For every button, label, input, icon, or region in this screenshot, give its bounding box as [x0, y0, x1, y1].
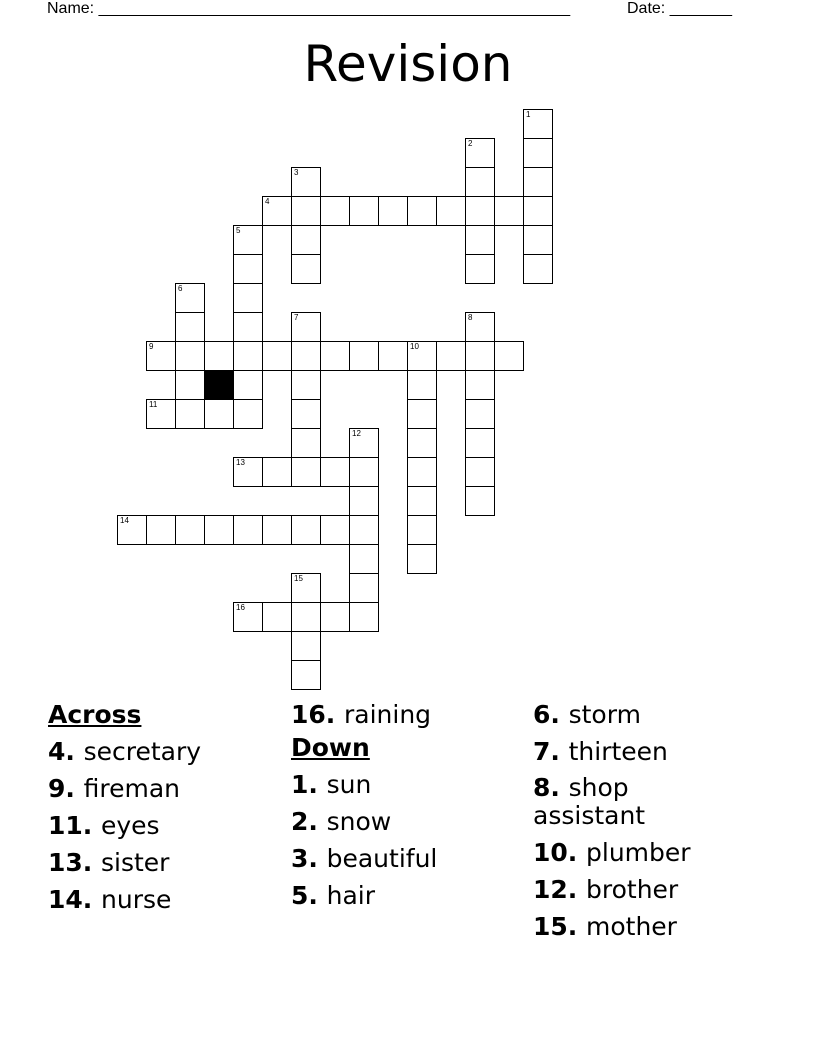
crossword-cell: [291, 660, 321, 690]
clue-item: 2. snow: [291, 807, 392, 836]
crossword-cell: [291, 167, 321, 197]
clue-number: 12: [352, 429, 361, 438]
clue-item: 1. sun: [291, 770, 372, 799]
crossword-cell: [175, 399, 205, 429]
name-field-line: Name: _____________________________________________________: [47, 0, 571, 17]
crossword-cell: [349, 486, 379, 516]
clue-item: 14. nurse: [48, 885, 172, 914]
crossword-cell: [291, 428, 321, 458]
page-title: Revision: [303, 35, 513, 93]
clue-column-3: [533, 700, 733, 949]
clue-item: 15. mother: [533, 912, 677, 941]
crossword-cell: [233, 283, 263, 313]
clue-item: 7. thirteen: [533, 737, 668, 766]
crossword-cell: [407, 457, 437, 487]
clue-item: 8. shop assistant: [533, 773, 646, 830]
crossword-cell: [494, 341, 524, 371]
crossword-cell: [146, 515, 176, 545]
crossword-cell: [262, 602, 292, 632]
crossword-cell: [262, 457, 292, 487]
crossword-cell: [291, 631, 321, 661]
clue-number-label: 13: [48, 848, 83, 877]
clue-item: 10. plumber: [533, 838, 691, 867]
crossword-cell: [465, 486, 495, 516]
crossword-cell: [320, 341, 350, 371]
crossword-cell: [291, 515, 321, 545]
date-field-line: Date: _______: [627, 0, 732, 17]
crossword-cell: [320, 457, 350, 487]
crossword-cell: [436, 196, 466, 226]
clue-number-label: 7: [533, 737, 551, 766]
crossword-cell: [291, 370, 321, 400]
crossword-cell: [204, 515, 234, 545]
clue-number: 3: [294, 168, 299, 177]
clue-number: 11: [149, 400, 158, 409]
crossword-cell: [204, 399, 234, 429]
clue-column-2: [291, 700, 437, 918]
crossword-cell: [262, 341, 292, 371]
crossword-cell: [465, 457, 495, 487]
clue-number-label: 14: [48, 885, 83, 914]
crossword-cell: [465, 196, 495, 226]
crossword-cell: [233, 254, 263, 284]
crossword-cell: [175, 341, 205, 371]
clue-number: 4: [265, 197, 270, 206]
clue-number-label: 8: [533, 773, 551, 802]
crossword-cell: [291, 196, 321, 226]
crossword-cell: [175, 515, 205, 545]
clue-number: 16: [236, 603, 245, 612]
clue-number: 7: [294, 313, 299, 322]
crossword-cell: [349, 515, 379, 545]
crossword-cell: [233, 341, 263, 371]
crossword-cell: [146, 341, 176, 371]
clue-item: 11. eyes: [48, 811, 160, 840]
crossword-cell: [465, 138, 495, 168]
crossword-cell: [262, 196, 292, 226]
crossword-cell: [407, 370, 437, 400]
clue-text: snow: [326, 807, 392, 836]
crossword-cell: [465, 370, 495, 400]
crossword-cell: [465, 254, 495, 284]
crossword-cell: [175, 283, 205, 313]
clue-number: 2: [468, 139, 473, 148]
clue-number-label: 12: [533, 875, 568, 904]
crossword-cell: [494, 196, 524, 226]
crossword-cell: [291, 399, 321, 429]
crossword-cell: [117, 515, 147, 545]
crossword-cell: [407, 399, 437, 429]
crossword-cell: [175, 312, 205, 342]
crossword-cell: [407, 341, 437, 371]
crossword-cell: [291, 602, 321, 632]
clue-text: fireman: [83, 774, 180, 803]
clue-item: 3. beautiful: [291, 844, 438, 873]
crossword-cell: [349, 544, 379, 574]
crossword-cell: [349, 341, 379, 371]
crossword-cell: [465, 428, 495, 458]
clue-number: 10: [410, 342, 419, 351]
clue-number-label: 9: [48, 774, 66, 803]
clue-item: 6. storm: [533, 700, 641, 729]
clue-number: 14: [120, 516, 129, 525]
crossword-cell: [146, 399, 176, 429]
crossword-cell: [407, 428, 437, 458]
crossword-cell: [175, 370, 205, 400]
crossword-cell: [436, 341, 466, 371]
clue-number-label: 1: [291, 770, 309, 799]
clue-item: 9. fireman: [48, 774, 180, 803]
clue-number-label: 10: [533, 838, 568, 867]
crossword-cell: [320, 196, 350, 226]
crossword-cell: [465, 312, 495, 342]
crossword-cell: [407, 486, 437, 516]
clue-text: secretary: [83, 737, 202, 766]
crossword-cell: [233, 225, 263, 255]
clue-text: beautiful: [326, 844, 438, 873]
clue-number: 9: [149, 342, 154, 351]
crossword-cell: [320, 602, 350, 632]
crossword-cell: [378, 341, 408, 371]
clue-number-label: 2: [291, 807, 309, 836]
crossword-cell: [291, 341, 321, 371]
crossword-cell: [523, 138, 553, 168]
clue-number: 1: [526, 110, 531, 119]
crossword-cell: [523, 225, 553, 255]
crossword-black-cell: [204, 370, 234, 400]
crossword-cell: [233, 515, 263, 545]
clue-text: thirteen: [568, 737, 668, 766]
clue-number: 5: [236, 226, 241, 235]
crossword-cell: [523, 196, 553, 226]
clue-text: sun: [326, 770, 372, 799]
clue-item: 12. brother: [533, 875, 679, 904]
clue-text: storm: [568, 700, 641, 729]
crossword-cell: [349, 457, 379, 487]
crossword-cell: [291, 457, 321, 487]
clue-number: 13: [236, 458, 245, 467]
clue-number-label: 4: [48, 737, 66, 766]
crossword-cell: [233, 457, 263, 487]
clue-number: 15: [294, 574, 303, 583]
clue-item: 16. raining: [291, 700, 432, 729]
crossword-cell: [233, 312, 263, 342]
crossword-cell: [349, 602, 379, 632]
crossword-cell: [523, 109, 553, 139]
crossword-cell: [407, 196, 437, 226]
clue-number-label: 16: [291, 700, 326, 729]
clue-text: plumber: [586, 838, 691, 867]
clue-number-label: 15: [533, 912, 568, 941]
crossword-cell: [291, 312, 321, 342]
crossword-cell: [523, 167, 553, 197]
crossword-cell: [407, 515, 437, 545]
crossword-cell: [291, 573, 321, 603]
crossword-cell: [378, 196, 408, 226]
clue-number: 8: [468, 313, 473, 322]
crossword-cell: [349, 428, 379, 458]
clue-number-label: 11: [48, 811, 83, 840]
clue-item: 4. secretary: [48, 737, 202, 766]
crossword-cell: [291, 225, 321, 255]
clue-text: nurse: [101, 885, 172, 914]
crossword-cell: [465, 341, 495, 371]
crossword-cell: [233, 399, 263, 429]
across-heading: Across: [48, 700, 142, 729]
clue-text: sister: [101, 848, 170, 877]
crossword-cell: [465, 399, 495, 429]
crossword-cell: [465, 225, 495, 255]
crossword-cell: [407, 544, 437, 574]
clue-text: mother: [586, 912, 677, 941]
clue-number: 6: [178, 284, 183, 293]
clue-column-1: [48, 700, 201, 922]
clue-item: 13. sister: [48, 848, 170, 877]
down-heading: Down: [291, 733, 370, 762]
clue-item: 5. hair: [291, 881, 375, 910]
clue-number-label: 5: [291, 881, 309, 910]
clue-number-label: 6: [533, 700, 551, 729]
crossword-cell: [233, 602, 263, 632]
clue-text: eyes: [101, 811, 160, 840]
crossword-cell: [349, 573, 379, 603]
clue-text: shop assistant: [533, 773, 646, 830]
crossword-cell: [320, 515, 350, 545]
crossword-cell: [233, 370, 263, 400]
clue-number-label: 3: [291, 844, 309, 873]
crossword-cell: [523, 254, 553, 284]
crossword-cell: [262, 515, 292, 545]
crossword-cell: [465, 167, 495, 197]
crossword-cell: [204, 341, 234, 371]
crossword-cell: [349, 196, 379, 226]
clue-text: hair: [326, 881, 375, 910]
clue-text: brother: [586, 875, 679, 904]
clue-text: raining: [344, 700, 432, 729]
crossword-cell: [291, 254, 321, 284]
